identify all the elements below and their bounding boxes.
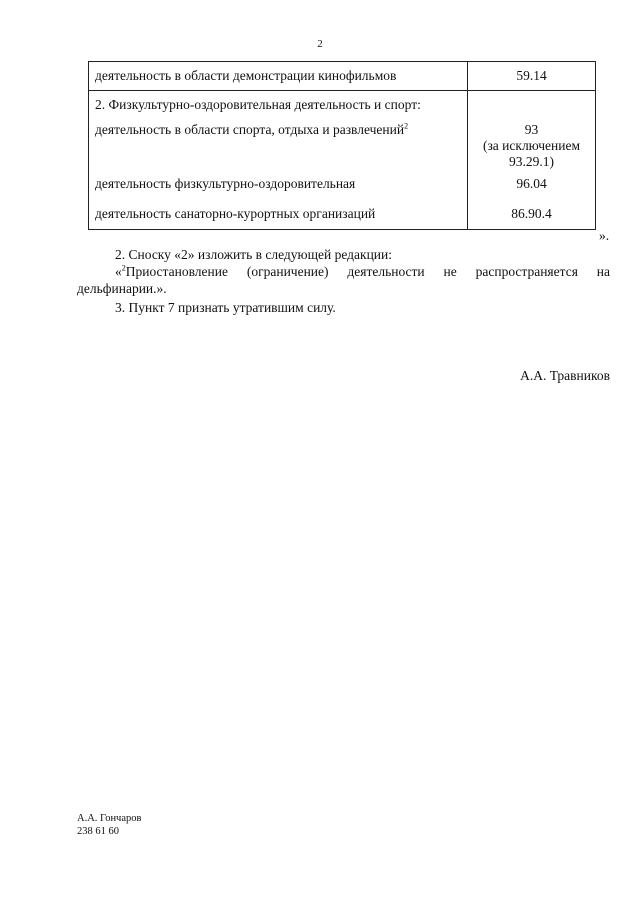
section-heading: 2. Физкультурно-оздоровительная деятельность и спорт: xyxy=(95,97,421,112)
paragraph-footnote-text xyxy=(77,263,610,297)
activity-label: деятельность физкультурно-оздоровительная xyxy=(95,176,356,191)
activity-label-group xyxy=(89,91,468,230)
signature-name: А.А. Травников xyxy=(520,368,610,383)
activity-label: деятельность в области демонстрации кинофильмов xyxy=(89,62,468,91)
quote-open: « xyxy=(115,264,122,279)
table-row xyxy=(89,91,596,230)
footnote-text: Приостановление (ограничение) деятельности не распространяется на дельфинарии.». xyxy=(77,264,610,296)
activity-code: 93 xyxy=(524,122,539,137)
paragraph-repeal: 3. Пункт 7 признать утратившим силу. xyxy=(115,300,336,315)
activity-label: деятельность санаторно-курортных организаций xyxy=(95,206,376,221)
page-number: 2 xyxy=(317,38,323,50)
activity-code-group xyxy=(468,91,596,230)
activity-code: 86.90.4 xyxy=(511,206,552,221)
closing-quote: ». xyxy=(599,228,610,243)
table-row xyxy=(89,62,596,91)
paragraph-footnote-change: 2. Сноску «2» изложить в следующей редакции: xyxy=(115,247,393,262)
activity-code-note: (за исключением xyxy=(482,138,581,153)
activity-label-text: деятельность в области спорта, отдыха и развлечений xyxy=(95,122,405,137)
activity-code-note: 93.29.1) xyxy=(509,154,554,169)
activity-code: 59.14 xyxy=(468,62,596,91)
activity-code: 96.04 xyxy=(516,176,547,191)
activity-codes-table xyxy=(88,61,596,230)
footer-executor-name: А.А. Гончаров xyxy=(77,813,142,824)
footnote-mark: 2 xyxy=(121,263,126,273)
footer-phone: 238 61 60 xyxy=(77,826,119,837)
footnote-mark: 2 xyxy=(404,121,409,131)
activity-label xyxy=(95,122,467,138)
